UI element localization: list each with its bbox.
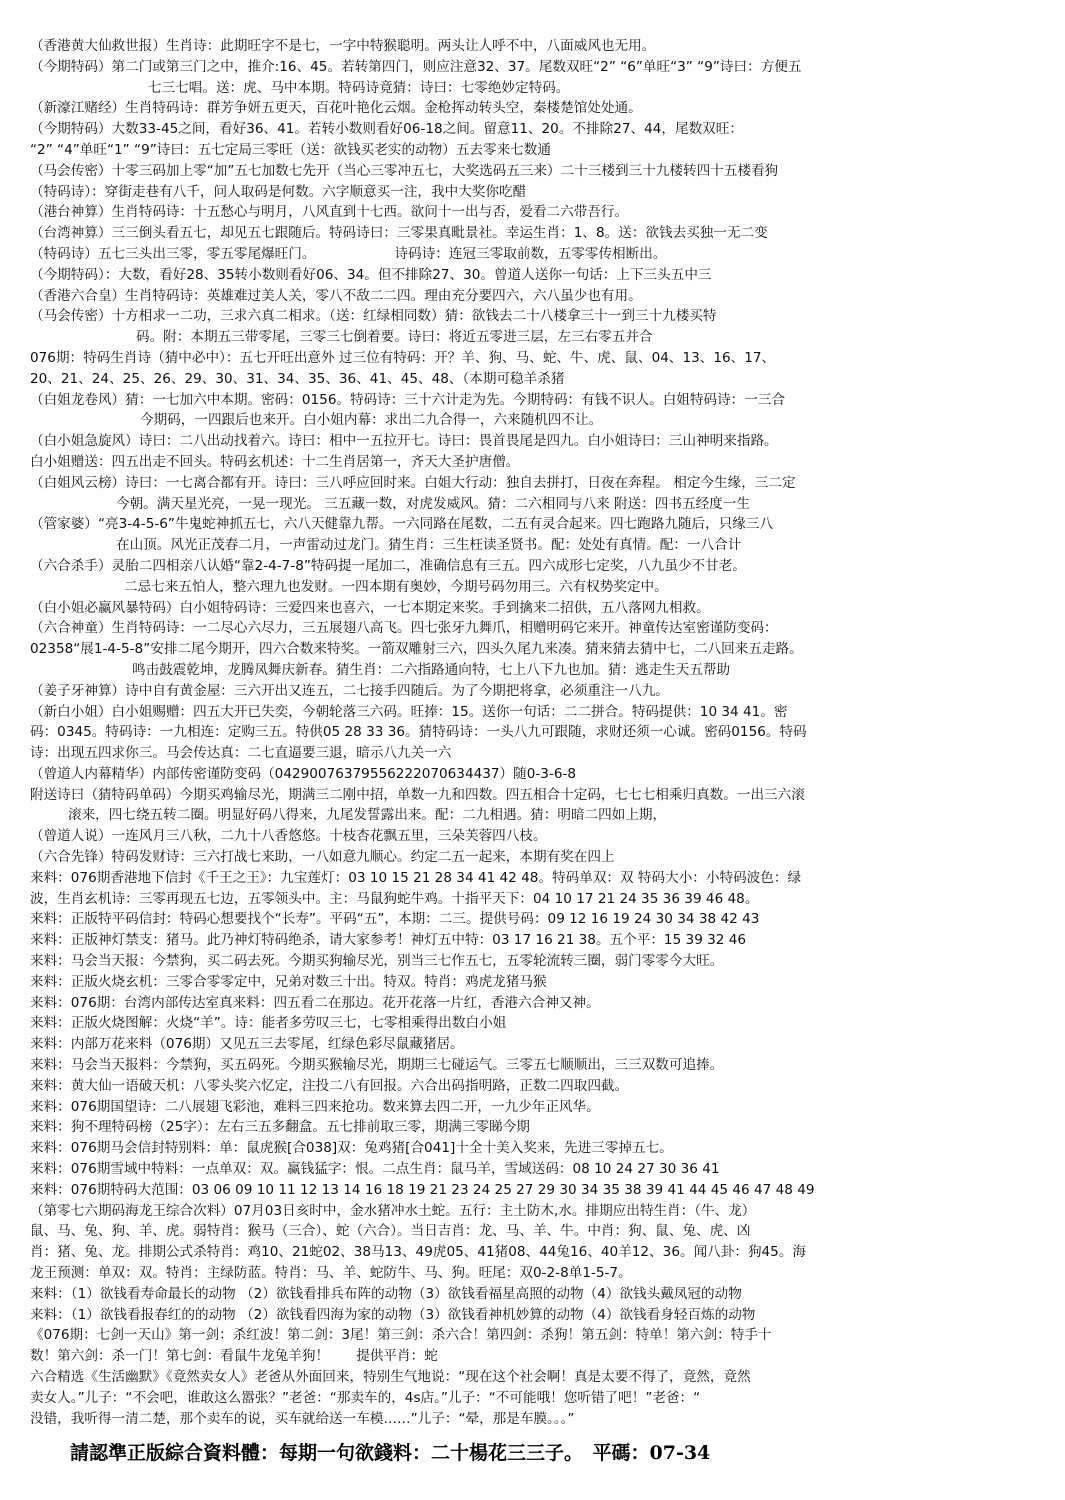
text-line: （新白小姐）白小姐赐赠：四五大开已失奕，今朝轮落三六码。旺捧：15。送你一句话：二二拼合。特码提供：10 34 41。密 bbox=[30, 703, 788, 720]
text-line: 肖：猪、兔、龙。排期公式杀特肖：鸡10、21蛇02、38马13、49虎05、41猪08、44兔16、40羊12、36。闻八卦：狗45。海 bbox=[30, 1244, 807, 1261]
text-line: （台湾神算）三三倒头看五七，却见五七跟随后。特码诗曰：三零果真毗景社。幸运生肖：1、8。送：欲钱去买独一无二变 bbox=[30, 225, 768, 242]
text-line: 白小姐赠送：四五出走不回头。特码玄机述：十二生肖居第一，齐天大圣护唐僧。 bbox=[30, 453, 520, 470]
text-line: （白姐风云榜）诗曰：一七离合都有开。诗曰：三八呼应回时来。白姐大行动：独自去拼打，日夜在奔程。 相定今生缘，三二定 bbox=[30, 474, 796, 491]
text-line: 数！第六剑：杀一门！第七剑：看鼠牛龙兔羊狗！ 提供平肖：蛇 bbox=[30, 1348, 438, 1365]
text-line: （六合神童）生肖特码诗：一二尽心六尽力，三五展翅八高飞。四七张牙九舞爪，相赠明码它来开。神童传达室密谨防变码： bbox=[30, 620, 778, 637]
text-line: 来料：（1）欲钱看寿命最长的动物 （2）欲钱看排兵布阵的动物（3）欲钱看福星高照的动物（4）欲钱头戴凤冠的动物 bbox=[30, 1285, 742, 1302]
text-line: 滚来，四七绕五转二圈。明显好码八得来，九尾发誓露出来。配：二九相遇。猜：明暗二四如上期， bbox=[68, 807, 667, 824]
text-line: 来料：正版特平码信封：特码心想要找个“长寿”。平码“五”，本期：二三。提供号码：09 12 16 19 24 30 34 38 42 43 bbox=[30, 911, 760, 928]
footer-banner: 請認準正版綜合資料體：每期一句欲錢料：二十楊花三三子。 平碼：07-34 bbox=[70, 1442, 711, 1464]
text-line: 码。附：本期五三带零尾，三零三七倒着要。诗曰：将近五零进三层，左三右零五并合 bbox=[136, 329, 653, 346]
text-line: 在山顶。风光正茂春二月，一声雷动过龙门。猜生肖：三生枉读圣贤书。配：处处有真情。配：一八合计 bbox=[116, 537, 742, 554]
text-line: 来料：076期马会信封特别料：单：鼠虎猴[合038]双：兔鸡猪[合041]十全十美入奖来，先进三零掉五七。 bbox=[30, 1140, 673, 1157]
text-line: （管家婆）“亮3-4-5-6”牛鬼蛇神抓五七，六八天健靠九帮。一六同路在尾数，二五有灵合起来。四七跑路九随后，只缘三八 bbox=[30, 516, 774, 533]
text-line: “2” “4”单旺“1” “9”诗曰：五七定局三零旺（送：欲钱买老实的动物）五去零来七数通 bbox=[30, 141, 551, 158]
text-line: （白姐龙卷风）猜：一七加六中本期。密码：0156。特码诗：三十六计走为先。今期特码：有钱不识人。白姐特码诗：一三合 bbox=[30, 391, 786, 408]
text-line: 鸣击鼓震乾坤，龙腾凤舞庆新春。猜生肖：二六指路通向特，七上八下九也加。猜：逃走生天五帮助 bbox=[132, 661, 731, 678]
text-line: 来料：076期香港地下信封《千王之王》：九宝莲灯：03 10 15 21 28 34 41 42 48。特码单双：双 特码大小：小特码波色：绿 bbox=[30, 869, 802, 886]
text-line: 来料：正版火烧图解：火烧“羊”。诗：能者多劳叹三七，七零相乘得出数白小姐 bbox=[30, 1015, 507, 1032]
text-line: （曾道人说）一连风月三八秋，二九十八香悠悠。十枝杏花飘五里，三朵芙蓉四八枝。 bbox=[30, 828, 547, 845]
text-line: 076期：特码生肖诗（猜中必中）：五七开旺出意外 过三位有特码：开？羊、狗、马、蛇、牛、虎、鼠、04、13、16、17、 bbox=[30, 349, 776, 366]
text-line: 来料：马会当天报料：今禁狗，买五码死。今期买猴输尽光，期期三七碰运气。三零五七顺顺出，三三双数可追捧。 bbox=[30, 1057, 724, 1074]
text-line: （白小姐必赢风暴特码）白小姐特码诗：三爱四来也喜六，一七本期定来奖。手到擒来二招供，五八落网九相救。 bbox=[30, 599, 710, 616]
text-line: 来料：076期雪域中特料：一点单双：双。赢钱猛字：恨。二点生肖：鼠马羊，雪域送码：08 10 24 27 30 36 41 bbox=[30, 1161, 720, 1178]
text-line: 来料：正版神灯禁支：猪马。此乃神灯特码绝杀，请大家参考！神灯五中特：03 17 16 21 38。五个平：15 39 32 46 bbox=[30, 932, 747, 949]
text-line: 来料：（1）欲钱看报春红的的动物 （2）欲钱看四海为家的动物（3）欲钱看神机妙算的动物（4）欲钱看身轻百炼的动物 bbox=[30, 1306, 756, 1323]
text-line: 波，生肖玄机诗：三零再现五七边，五零领头中。主：马鼠狗蛇牛鸡。十指平天下：04 10 17 21 24 35 36 39 46 48。 bbox=[30, 890, 759, 907]
text-line: 诗：出现五四求你三。马会传达真：二七直逼要三退，暗示八九关一六 bbox=[30, 745, 452, 762]
text-line: （第零七六期码海龙王综合次料）07月03日亥时中，金水猪冲水土蛇。五行：主土防木,水。排期应出特生肖：（牛、龙） bbox=[30, 1202, 756, 1219]
text-line: 七三七唱。送：虎、马中本期。特码诗竟猜：诗曰：七零绝妙定特码。 bbox=[148, 79, 570, 96]
text-line: （马会传密）十方相求一二功，三求六真二相求。（送：红绿相同数）猜：欲钱去二十八楼拿三十一到三十九楼买特 bbox=[30, 308, 717, 325]
text-line: 二忌七来五怕人，整六理九也发财。一四本期有奥妙，今期号码勿用三。六有权势奖定中。 bbox=[124, 578, 668, 595]
text-line: （六合先锋）特码发财诗：三六打战七来助，一八如意九顺心。约定二五一起来，本期有奖在四上 bbox=[30, 849, 615, 866]
text-line: 鼠、马、兔、狗、羊、虎。弱特肖：猴马（三合）、蛇（六合）。当日吉肖：龙、马、羊、牛。中肖：狗、鼠、兔、虎、凶 bbox=[30, 1223, 751, 1240]
text-line: 今朝。满天星光亮，一晃一现光。 三五藏一数，对虎发威风。猜：二六相同与八来 附送：四书五经度一生 bbox=[116, 495, 750, 512]
text-line: （六合杀手）灵胎二四相亲八认婚“靠2-4-7-8”特码提一尾加二，准确信息有三五。四六成形七定奖，八九虽少不甘老。 bbox=[30, 557, 746, 574]
text-line: 《076期：七剑一天山》第一剑：杀红波！第二剑：3尾！第三剑：杀六合！第四剑：杀狗！第五剑：特单！第六剑：特手十 bbox=[30, 1327, 772, 1344]
text-line: 来料：狗不理特码榜（25字）：左右三五多翻盒。五七排前取三零，期满三零睇今期 bbox=[30, 1119, 530, 1136]
document-body bbox=[30, 36, 1042, 1429]
text-line: （特码诗）：穿街走巷有八千，问人取码是何数。六字顺意买一注，我中大奖你吃醋 bbox=[30, 183, 527, 200]
text-line: 卖女人。”儿子：“不会吧，谁敢这么嚣张？”老爸：“那卖车的，4s店。”儿子：“不可能哦！您听错了吧！”老爸：“ bbox=[30, 1389, 701, 1406]
text-line: 六合精选《生活幽默》《竟然卖女人》老爸从外面回来，特别生气地说：“现在这个社会啊！真是太要不得了，竟然，竟然 bbox=[30, 1369, 751, 1385]
text-line: （香港黄大仙救世报）生肖诗：此期旺字不是七，一字中特猴聪明。两头让人呼不中，八面威风也无用。 bbox=[30, 38, 656, 54]
text-line: （曾道人内幕精华）内部传密谨防变码（04290076379556222070634437）随0-3-6-8 bbox=[30, 765, 577, 782]
text-line: 没错，我听得一清二楚，那个卖车的说，买车就给送一车模……”儿子：“晕，那是车膜。。。” bbox=[30, 1410, 575, 1427]
text-line: 来料：内部万花来料（076期）又见五三去零尾，红绿色彩尽鼠藏猪居。 bbox=[30, 1036, 464, 1053]
text-line: （特码诗）五七三头出三零，零五零尾爆旺门。 诗码诗：连冠三零取前数，五零零传相断出。 bbox=[30, 245, 667, 262]
text-line: 码：0345。特码诗：一九相连：定购三五。特供05 28 33 36。猜特码诗：一头八九可跟随，求财还须一心诚。密码0156。特码 bbox=[30, 724, 807, 741]
text-line: 今期码，一四跟后也来开。白小姐内幕：求出二九合得一，六来随机四不让。 bbox=[140, 412, 603, 429]
text-line: （姜子牙神算）诗中自有黄金屋：三六开出又连五，二七接手四随后。为了今期把将拿，必须重注一八九。 bbox=[30, 682, 669, 699]
text-line: 来料：黄大仙一语破天机：八零头奖六忆定，注投二八有回报。六合出码指明路，正数二四取四截。 bbox=[30, 1077, 629, 1094]
text-line: 20、21、24、25、26、29、30、31、34、35、36、41、45、48、（本期可稳羊杀猪 bbox=[30, 370, 565, 387]
text-line: （港台神算）生肖特码诗：十五愁心与明月，八风直到十七西。欲问十一出与否，爱看二六带吾行。 bbox=[30, 204, 629, 221]
text-line: 来料：马会当天报：今禁狗，买二码去死。今期买狗输尽光，别当三七作五七，五零轮流转三圈，弱门零零今大旺。 bbox=[30, 953, 724, 970]
text-line: 附送诗曰（猜特码单码）今期买鸡输尽光，期满三二刚中招，单数一九和四数。四五相合十定码，七七七相乘归真数。一出三六滚 bbox=[30, 786, 805, 803]
text-line: 龙王预测：单双：双。特肖：主绿防蓝。特肖：马、羊、蛇防牛、马、狗。旺尾：双0-2-8单1-5-7。 bbox=[30, 1265, 632, 1282]
text-line: 来料：076期特码大范围：03 06 09 10 11 12 13 14 16 18 19 21 23 24 25 27 29 30 34 35 38 39 41 44 45 46 47 48 49 bbox=[30, 1181, 815, 1198]
text-line: （今期特码）第二门或第三门之中，推介:16、45。若转第四门，则应注意32、37。尾数双旺“2” “6”单旺“3” “9”诗曰：方便五 bbox=[30, 58, 802, 75]
text-line: 02358“展1-4-5-8”安排二尾今期开，四六合数来特奖。一箭双雕射三六，四头久尾九来凑。猜来猜去猜中七，二八回来五走路。 bbox=[30, 641, 803, 658]
text-line: 来料：正版火烧玄机：三零合零零定中，兄弟对数三十出。特双。特肖：鸡虎龙猪马猴 bbox=[30, 973, 547, 990]
text-line: （今期特码）：大数，看好28、35转小数则看好06、34。但不排除27、30。曾道人送你一句话：上下三头五中三 bbox=[30, 266, 712, 283]
text-line: （香港六合皇）生肖特码诗：英雄难过美人关，零八不敌二二四。理由充分要四六，六八虽少也有用。 bbox=[30, 287, 642, 304]
text-line: （马会传密）十零三码加上零“加”五七加数七先开（当心三零冲五七，大奖选码五三来）二十三楼到三十九楼转四十五楼看狗 bbox=[30, 162, 779, 179]
text-line: 来料：076期国望诗：二八展翅飞彩池，难料三四来抢功。数来算去四二开，一九少年正风华。 bbox=[30, 1098, 600, 1115]
text-line: 来料：076期：台湾内部传达室真来料：四五看二在那边。花开花落一片红，香港六合神又神。 bbox=[30, 994, 600, 1011]
text-line: （白小姐急旋风）诗曰：二八出动找着六。诗曰：相中一五拉开七。诗曰：畏首畏尾是四九。白小姐诗曰：三山神明来指路。 bbox=[30, 433, 778, 450]
text-line: （新濠江赌经）生肖特码诗：群芳争妍五更天，百花叶艳化云烟。金枪挥动转头空，秦楼楚馆处处通。 bbox=[30, 100, 642, 117]
text-line: （今期特码）大数33-45之间，看好36、41。若转小数则看好06-18之间。留意11、20。不排除27、44，尾数双旺： bbox=[30, 121, 743, 138]
